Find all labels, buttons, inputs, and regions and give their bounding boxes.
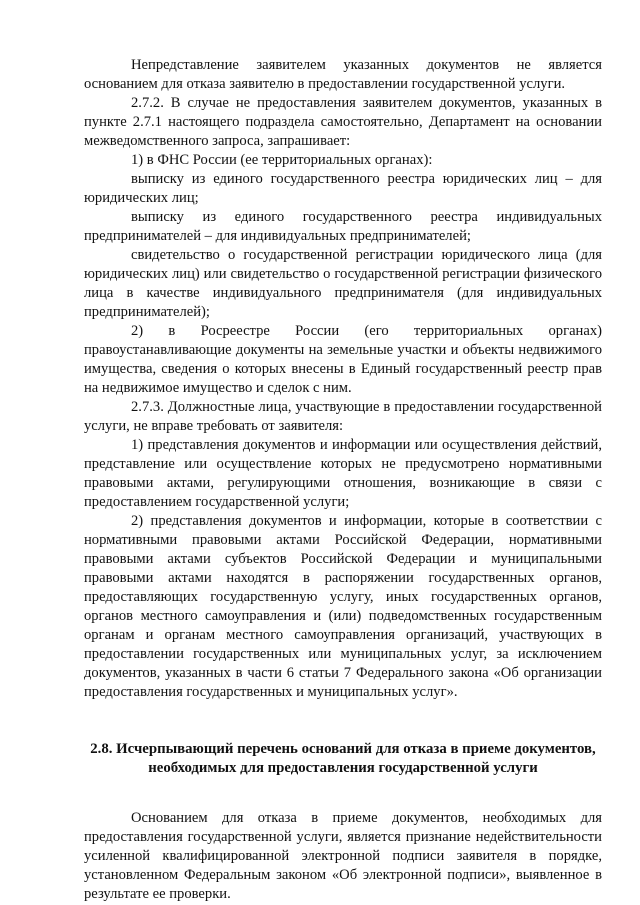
section-heading-line-1: 2.8. Исчерпывающий перечень оснований для отказа в приеме документов, [90, 741, 596, 757]
paragraph-rosreestr-item: 2) в Росреестре России (его территориальных органах) правоустанавливающие документы на земельные участки и объекты недвижимого имущества, сведения о которых внесены в Единый государственный реестр прав на недвижимое имущество и сделок с ним. [84, 323, 602, 396]
paragraph-requirement-1: 1) представления документов и информации или осуществления действий, представление или осуществление которых не предусмотрено нормативными правовыми актами, регулирующими отношения, возникающие в связи с предоставлением государственной услуги; [84, 437, 602, 510]
paragraph-requirement-2: 2) представления документов и информации, которые в соответствии с нормативными правовыми актами Российской Федерации, нормативными правовыми актами субъектов Российской Федерации и муниципальными правовыми актами находятся в распоряжении государственных органов, предоставляющих государственную услугу, иных государственных органов, органов местного самоуправления и (или) подведомственных государственным органам и органам местного самоуправления организаций, участвующих в предоставлении государственных или муниципальных услуг, за исключением документов, указанных в части 6 статьи 7 Федерального закона «Об организации предоставления государственных и муниципальных услуг». [84, 513, 602, 700]
section-heading-2-8 [84, 740, 602, 778]
paragraph-2-7-3: 2.7.3. Должностные лица, участвующие в предоставлении государственной услуги, не вправе требовать от заявителя: [84, 399, 602, 434]
paragraph-fns-item: 1) в ФНС России (ее территориальных органах): [131, 152, 433, 168]
paragraph-refusal-grounds: Основанием для отказа в приеме документов, необходимых для предоставления государственной услуги, является признание недействительности усиленной квалифицированной электронной подписи заявителя в порядке, установленном Федеральным законом «Об электронной подписи», выявленное в результате ее проверки. [84, 810, 602, 902]
paragraph-2-7-2: 2.7.2. В случае не предоставления заявителем документов, указанных в пункте 2.7.1 настоящего подраздела самостоятельно, Департамент на основании межведомственного запроса, запрашивает: [84, 95, 602, 149]
paragraph-nonsubmission: Непредставление заявителем указанных документов не является основанием для отказа заявителю в предоставлении государственной услуги. [84, 57, 602, 92]
paragraph-egrul-extract: выписку из единого государственного реестра юридических лиц – для юридических лиц; [84, 171, 602, 206]
document-page [84, 56, 602, 904]
paragraph-registration-certificate: свидетельство о государственной регистрации юридического лица (для юридических лиц) или свидетельство о государственной регистрации физического лица в качестве индивидуального предпринимателя (для индивидуальных предпринимателей); [84, 247, 602, 320]
paragraph-egrip-extract: выписку из единого государственного реестра индивидуальных предпринимателей – для индивидуальных предпринимателей; [84, 209, 602, 244]
section-heading-line-2: необходимых для предоставления государственной услуги [148, 760, 538, 776]
